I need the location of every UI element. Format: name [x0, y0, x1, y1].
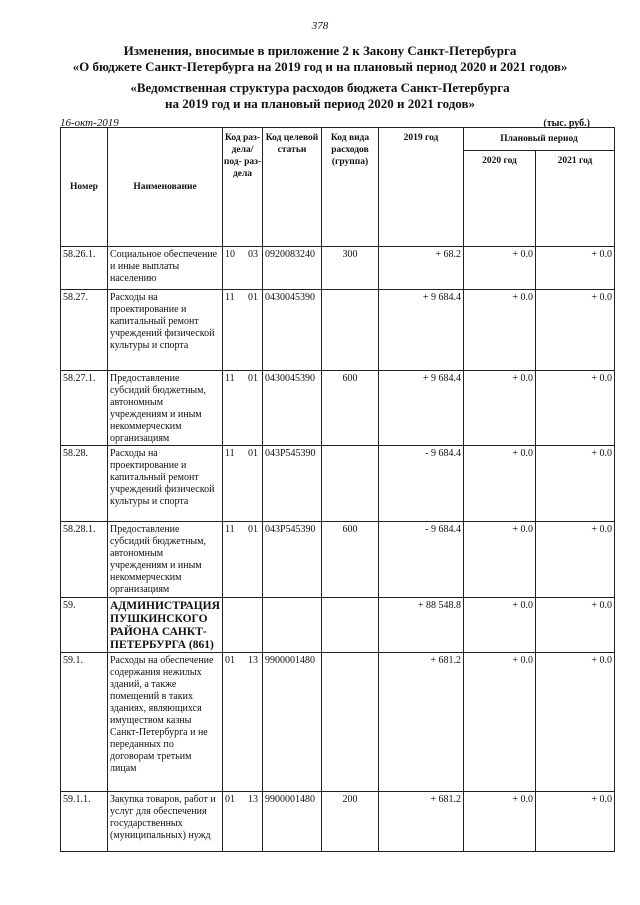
row-section — [223, 522, 263, 598]
title-line-2: «О бюджете Санкт-Петербурга на 2019 год и на плановый период 2020 и 2021 годов» — [72, 59, 568, 74]
row-name: Расходы на обеспечение содержания нежилых зданий, а также помещений в таких зданиях, являющихся имуществом казны Санкт-Петербурга и не переданных по договорам третьим лицам — [108, 653, 223, 792]
row-razdel: 01 — [225, 655, 235, 666]
row-value-2019: + 9 684.4 — [379, 290, 464, 371]
header-target: Код целевой статьи — [263, 128, 322, 247]
row-value-2021: + 0.0 — [536, 290, 615, 371]
row-target-code: 0430045390 — [263, 290, 322, 371]
row-value-2019: + 68.2 — [379, 247, 464, 290]
row-value-2019: + 681.2 — [379, 792, 464, 852]
row-razdel: 11 — [225, 292, 235, 303]
table-row — [61, 290, 615, 371]
table-row — [61, 371, 615, 446]
row-value-2020: + 0.0 — [464, 446, 536, 522]
row-kind-code: 600 — [322, 522, 379, 598]
table-row — [61, 522, 615, 598]
header-2019: 2019 год — [379, 128, 464, 247]
header-section: Код раз- дела/ под- раз- дела — [223, 128, 263, 247]
row-kind-code — [322, 598, 379, 653]
header-name: Наименование — [108, 128, 223, 247]
row-value-2020: + 0.0 — [464, 598, 536, 653]
table-row — [61, 247, 615, 290]
row-number: 58.27. — [61, 290, 108, 371]
row-value-2021: + 0.0 — [536, 598, 615, 653]
row-value-2020: + 0.0 — [464, 247, 536, 290]
table-row — [61, 792, 615, 852]
row-name: Расходы на проектирование и капитальный ремонт учреждений физической культуры и спорта — [108, 446, 223, 522]
subtitle-line-2: на 2019 год и на плановый период 2020 и 2021 годов» — [164, 96, 475, 111]
row-section — [223, 371, 263, 446]
row-value-2020: + 0.0 — [464, 290, 536, 371]
row-number: 59.1. — [61, 653, 108, 792]
row-kind-code: 300 — [322, 247, 379, 290]
row-target-code: 043Р545390 — [263, 522, 322, 598]
row-target-code — [263, 598, 322, 653]
row-value-2021: + 0.0 — [536, 371, 615, 446]
row-kind-code — [322, 290, 379, 371]
row-podrazdel: 13 — [248, 794, 258, 805]
row-target-code: 9900001480 — [263, 653, 322, 792]
row-number: 58.27.1. — [61, 371, 108, 446]
row-value-2019: + 9 684.4 — [379, 371, 464, 446]
table-row — [61, 653, 615, 792]
table-row — [61, 446, 615, 522]
header-2020: 2020 год — [464, 151, 536, 247]
page-number: 378 — [311, 20, 329, 32]
row-value-2020: + 0.0 — [464, 653, 536, 792]
row-target-code: 9900001480 — [263, 792, 322, 852]
row-name: Социальное обеспечение и иные выплаты населению — [108, 247, 223, 290]
row-name: Расходы на проектирование и капитальный ремонт учреждений физической культуры и спорта — [108, 290, 223, 371]
row-value-2021: + 0.0 — [536, 522, 615, 598]
row-name: АДМИНИСТРАЦИЯ ПУШКИНСКОГО РАЙОНА САНКТ-ПЕТЕРБУРГА (861) — [108, 598, 223, 653]
row-value-2019: - 9 684.4 — [379, 522, 464, 598]
row-kind-code — [322, 653, 379, 792]
row-podrazdel: 03 — [248, 249, 258, 260]
row-value-2019: - 9 684.4 — [379, 446, 464, 522]
row-razdel: 01 — [225, 794, 235, 805]
header-number: Номер — [61, 128, 108, 247]
table-row — [61, 598, 615, 653]
document-title — [0, 43, 640, 75]
row-kind-code — [322, 446, 379, 522]
document-subtitle — [0, 80, 640, 112]
row-number: 59.1.1. — [61, 792, 108, 852]
row-target-code: 043Р545390 — [263, 446, 322, 522]
row-value-2020: + 0.0 — [464, 522, 536, 598]
row-target-code: 0920083240 — [263, 247, 322, 290]
row-name: Предоставление субсидий бюджетным, автономным учреждениям и иным некоммерческим организациям — [108, 371, 223, 446]
row-section — [223, 290, 263, 371]
row-value-2021: + 0.0 — [536, 247, 615, 290]
row-value-2020: + 0.0 — [464, 792, 536, 852]
row-razdel: 11 — [225, 373, 235, 384]
header-2021: 2021 год — [536, 151, 615, 247]
subtitle-line-1: «Ведомственная структура расходов бюджета Санкт-Петербурга — [130, 80, 510, 95]
row-target-code: 0430045390 — [263, 371, 322, 446]
row-number: 58.28. — [61, 446, 108, 522]
row-section — [223, 247, 263, 290]
document-date: 16-окт-2019 — [60, 117, 119, 129]
row-value-2019: + 88 548.8 — [379, 598, 464, 653]
budget-table — [60, 127, 615, 852]
title-line-1: Изменения, вносимые в приложение 2 к Закону Санкт-Петербурга — [123, 43, 517, 58]
row-value-2021: + 0.0 — [536, 792, 615, 852]
row-number: 59. — [61, 598, 108, 653]
row-podrazdel: 01 — [248, 373, 258, 384]
row-value-2021: + 0.0 — [536, 446, 615, 522]
row-podrazdel: 01 — [248, 292, 258, 303]
row-razdel: 11 — [225, 448, 235, 459]
row-podrazdel: 01 — [248, 524, 258, 535]
row-name: Закупка товаров, работ и услуг для обеспечения государственных (муниципальных) нужд — [108, 792, 223, 852]
row-podrazdel: 13 — [248, 655, 258, 666]
row-section — [223, 653, 263, 792]
row-value-2019: + 681.2 — [379, 653, 464, 792]
row-number: 58.26.1. — [61, 247, 108, 290]
row-section — [223, 598, 263, 653]
row-kind-code: 600 — [322, 371, 379, 446]
row-value-2021: + 0.0 — [536, 653, 615, 792]
row-name: Предоставление субсидий бюджетным, автономным учреждениям и иным некоммерческим организациям — [108, 522, 223, 598]
row-podrazdel: 01 — [248, 448, 258, 459]
header-planned-period: Плановый период — [464, 128, 615, 151]
row-section — [223, 446, 263, 522]
row-number: 58.28.1. — [61, 522, 108, 598]
row-razdel: 11 — [225, 524, 235, 535]
row-section — [223, 792, 263, 852]
header-kind: Код вида расходов (группа) — [322, 128, 379, 247]
row-value-2020: + 0.0 — [464, 371, 536, 446]
units-label: (тыс. руб.) — [543, 118, 590, 129]
row-kind-code: 200 — [322, 792, 379, 852]
row-razdel: 10 — [225, 249, 235, 260]
